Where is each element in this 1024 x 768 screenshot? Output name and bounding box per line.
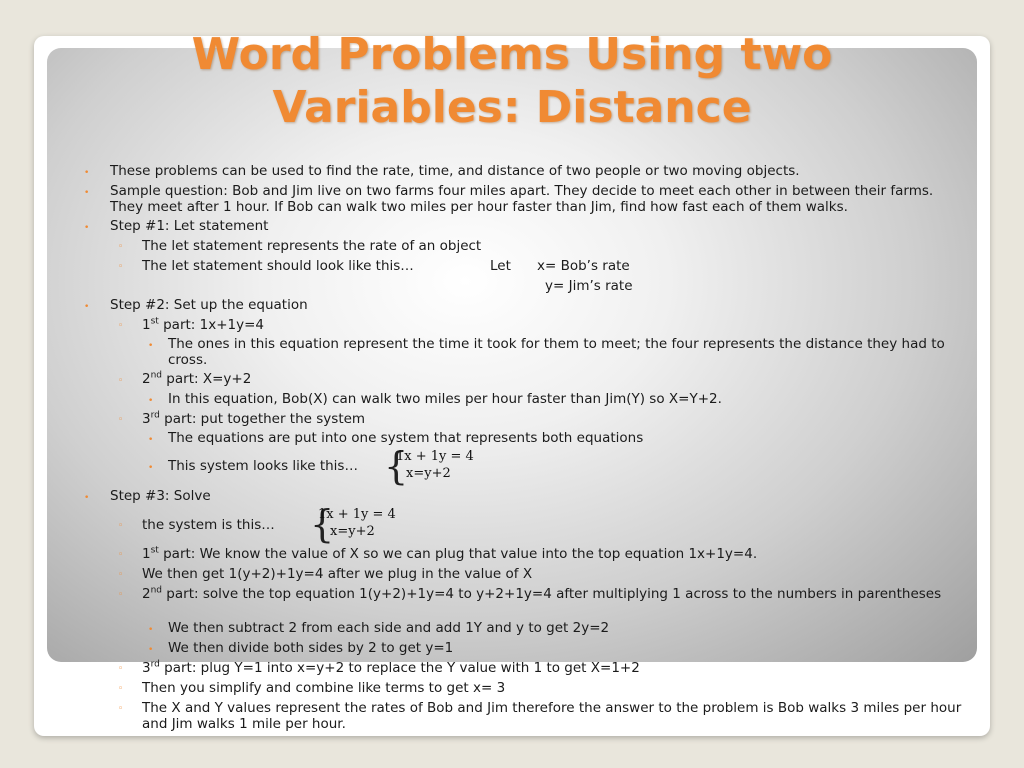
let-x-definition: x= Bob’s rate — [537, 258, 630, 274]
sub-sub-bullet-bob-faster: In this equation, Bob(X) can walk two miles per hour faster than Jim(Y) so X=Y+2. — [168, 391, 722, 407]
system-equation-2: x=y+2 — [330, 524, 375, 539]
bullet-marker: • — [84, 168, 90, 178]
sub-bullet-second-part: 2nd part: X=y+2 — [142, 370, 252, 387]
sub-bullet-marker: ◦ — [118, 242, 124, 252]
sub-bullet-marker: ◦ — [118, 321, 124, 331]
sub-bullet-system-is: the system is this… — [142, 517, 275, 533]
sub-sub-bullet-marker: • — [148, 463, 154, 473]
bullet-marker: • — [84, 188, 90, 198]
sub-bullet-plug-x: We then get 1(y+2)+1y=4 after we plug in the value of X — [142, 566, 533, 582]
sub-bullet-marker: ◦ — [118, 262, 124, 272]
sub-bullet-answer: The X and Y values represent the rates of Bob and Jim therefore the answer to the problem is Bob walks 3 miles per hour and Jim walks 1 mile per hour. — [142, 700, 962, 732]
bullet-step-3: Step #3: Solve — [110, 488, 211, 504]
sub-sub-bullet-one-system: The equations are put into one system that represents both equations — [168, 430, 644, 446]
bullet-sample-question: Sample question: Bob and Jim live on two farms four miles apart. They decide to meet each other in between their farms. They meet after 1 hour. If Bob can walk two miles per hour faster than Jim, find how fast each of them walks. — [110, 183, 934, 215]
system-equation-1: 1x + 1y = 4 — [396, 449, 474, 464]
sub-bullet-marker: ◦ — [118, 704, 124, 714]
sub-bullet-solve-second: 2nd part: solve the top equation 1(y+2)+1y=4 to y+2+1y=4 after multiplying 1 across to the numbers in parentheses — [142, 585, 942, 602]
bullet-intro: These problems can be used to find the rate, time, and distance of two people or two moving objects. — [110, 163, 800, 179]
system-equation-2: x=y+2 — [406, 466, 451, 481]
title-line-2: Variables: Distance — [272, 82, 752, 133]
sub-bullet-simplify: Then you simplify and combine like terms to get x= 3 — [142, 680, 506, 696]
sub-bullet-marker: ◦ — [118, 684, 124, 694]
system-equation-1: 1x + 1y = 4 — [318, 507, 396, 522]
sub-bullet-let-looks: The let statement should look like this… — [142, 258, 414, 274]
sub-bullet-marker: ◦ — [118, 415, 124, 425]
sub-bullet-marker: ◦ — [118, 550, 124, 560]
bullet-marker: • — [84, 223, 90, 233]
sub-bullet-marker: ◦ — [118, 590, 124, 600]
bullet-marker: • — [84, 302, 90, 312]
sub-bullet-marker: ◦ — [118, 570, 124, 580]
let-y-definition: y= Jim’s rate — [545, 278, 633, 294]
bullet-step-1: Step #1: Let statement — [110, 218, 269, 234]
sub-sub-bullet-marker: • — [148, 341, 154, 351]
sub-sub-bullet-marker: • — [148, 625, 154, 635]
let-keyword: Let — [490, 258, 511, 274]
bullet-step-2: Step #2: Set up the equation — [110, 297, 308, 313]
sub-sub-bullet-ones-meaning: The ones in this equation represent the time it took for them to meet; the four represents the distance they had to cross. — [168, 336, 945, 368]
sub-sub-bullet-subtract: We then subtract 2 from each side and add 1Y and y to get 2y=2 — [168, 620, 610, 636]
sub-bullet-marker: ◦ — [118, 521, 124, 531]
system-brace: { — [384, 444, 409, 488]
sub-sub-bullet-marker: • — [148, 645, 154, 655]
sub-sub-bullet-marker: • — [148, 396, 154, 406]
sub-sub-bullet-divide: We then divide both sides by 2 to get y=1 — [168, 640, 454, 656]
sub-bullet-let-represents: The let statement represents the rate of an object — [142, 238, 482, 254]
title-line-1: Word Problems Using two — [191, 29, 833, 80]
sub-sub-bullet-system-looks: This system looks like this… — [168, 458, 358, 474]
sub-bullet-marker: ◦ — [118, 376, 124, 386]
sub-bullet-third-part: 3rd part: put together the system — [142, 410, 366, 427]
sub-sub-bullet-marker: • — [148, 435, 154, 445]
sub-bullet-first-part: 1st part: 1x+1y=4 — [142, 316, 264, 333]
sub-bullet-marker: ◦ — [118, 664, 124, 674]
sub-bullet-solve-third: 3rd part: plug Y=1 into x=y+2 to replace the Y value with 1 to get X=1+2 — [142, 659, 640, 676]
system-brace: { — [310, 502, 335, 546]
sub-bullet-solve-first: 1st part: We know the value of X so we can plug that value into the top equation 1x+1y=4. — [142, 545, 758, 562]
bullet-marker: • — [84, 493, 90, 503]
slide-title — [47, 28, 977, 134]
